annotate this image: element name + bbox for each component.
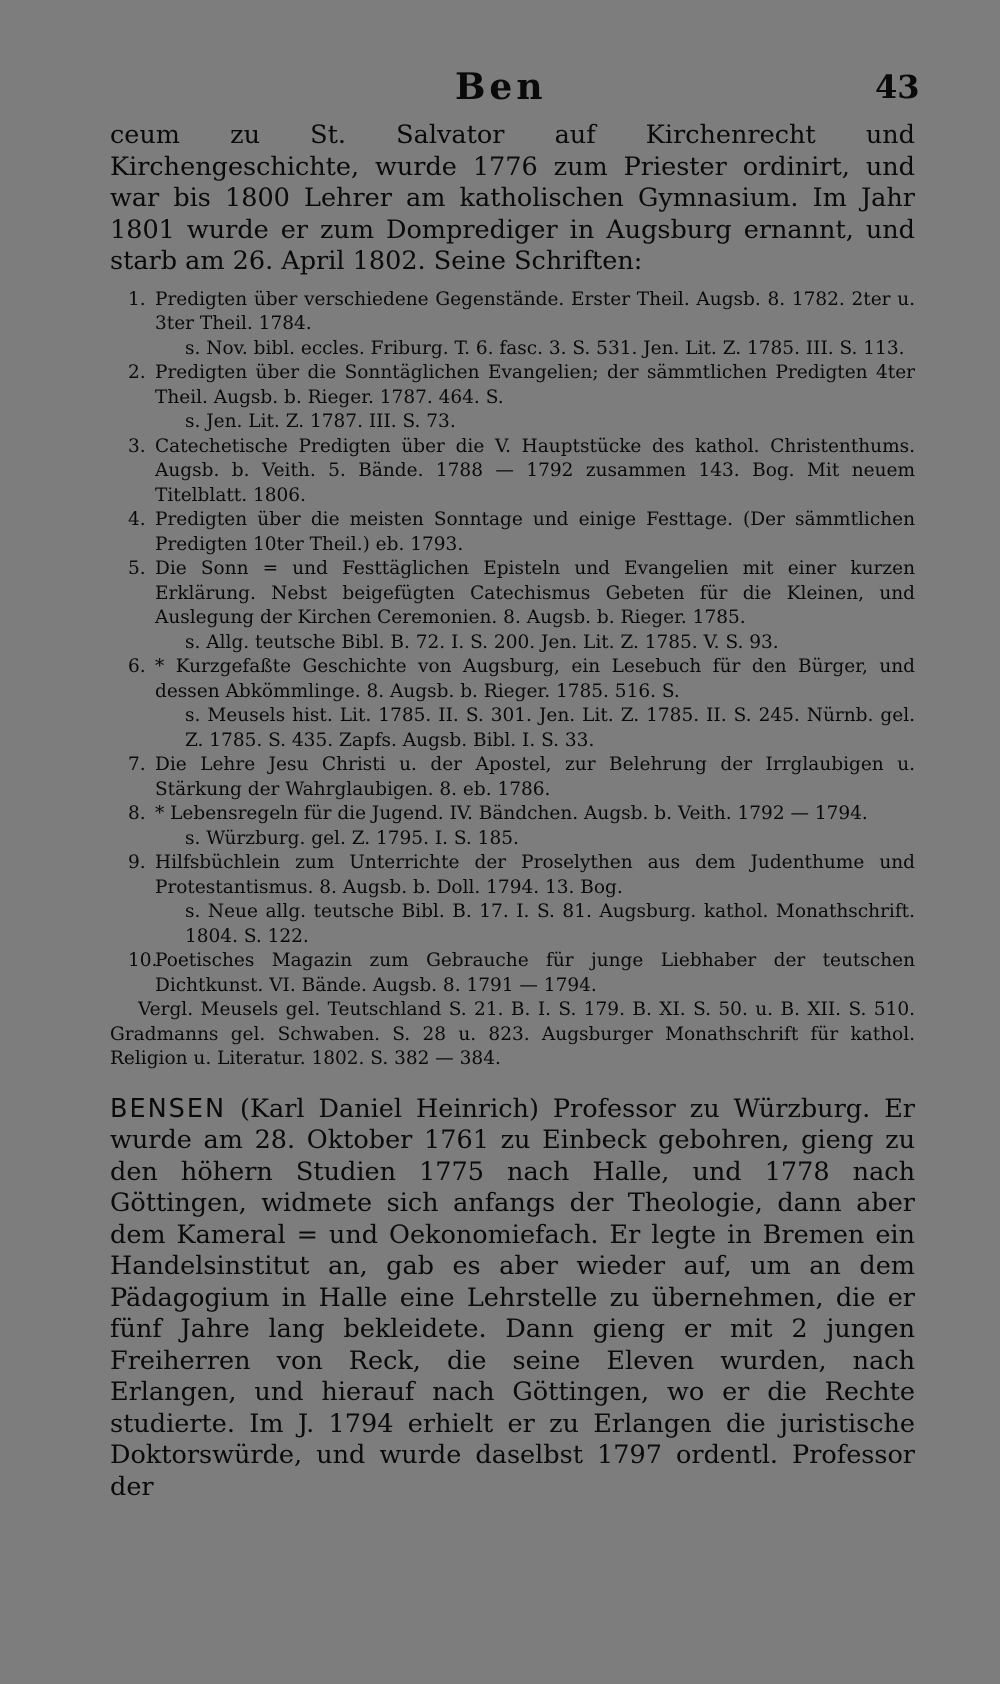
work-number: 9.: [128, 852, 146, 873]
bensen-text: (Karl Daniel Heinrich) Professor zu Würzburg. Er wurde am 28. Oktober 1761 zu Einbeck gebohren, gieng zu den höhern Studien 1775 nach Halle, und 1778 nach Göttingen, widmete sich anfangs der Theologie, dann aber dem Kameral = und Oekonomiefach. Er legte in Bremen ein Handelsinstitut an, gab es aber wieder auf, um an dem Pädagogium in Halle eine Lehrstelle zu übernehmen, die er fünf Jahre lang bekleidete. Dann gieng er mit 2 jungen Freiherren von Reck, die seine Eleven wurden, nach Erlangen, und hierauf nach Göttingen, wo er die Rechte studierte. Im J. 1794 erhielt er zu Erlangen die juristische Doktorswürde, und wurde daselbst 1797 ordentl. Professor der: [110, 1093, 915, 1502]
sources-paragraph: [110, 998, 915, 1072]
sources-text: Vergl. Meusels gel. Teutschland S. 21. B. I. S. 179. B. XI. S. 50. u. B. XII. S. 510. Gradmanns gel. Schwaben. S. 28 u. 823. Augsburger Monathschrift für kathol. Religion u. Literatur. 1802. S. 382 — 384.: [110, 999, 915, 1069]
intro-paragraph: [110, 120, 915, 278]
bensen-paragraph: [110, 1094, 915, 1504]
work-item: [110, 508, 915, 557]
work-number: 4.: [128, 509, 146, 530]
work-number: 2.: [128, 362, 146, 383]
work-number: 6.: [128, 656, 146, 677]
work-text: Die Sonn = und Festtäglichen Episteln und Evangelien mit einer kurzen Erklärung. Nebst beigefügten Catechismus Gebeten für die Kleinen, und Auslegung der Kirchen Ceremonien. 8. Augsb. b. Rieger. 1785.: [155, 558, 915, 628]
work-text: Hilfsbüchlein zum Unterrichte der Proselythen aus dem Judenthume und Protestantismus. 8. Augsb. b. Doll. 1794. 13. Bog.: [155, 852, 915, 898]
running-head: Ben: [455, 66, 547, 108]
work-text: Catechetische Predigten über die V. Hauptstücke des kathol. Christenthums. Augsb. b. Veith. 5. Bände. 1788 — 1792 zusammen 143. Bog. Mit neuem Titelblatt. 1806.: [155, 435, 915, 506]
works-list: [110, 288, 915, 999]
work-number: 3.: [128, 435, 146, 457]
work-item: [110, 435, 915, 509]
work-text: Predigten über die meisten Sonntage und einige Festtage. (Der sämmtlichen Predigten 10ter Theil.) eb. 1793.: [155, 509, 915, 555]
work-item: [110, 753, 915, 802]
work-text: Poetisches Magazin zum Gebrauche für junge Liebhaber der teutschen Dichtkunst. VI. Bände. Augsb. 8. 1791 — 1794.: [155, 950, 915, 996]
work-number: 7.: [128, 754, 146, 775]
work-text: * Lebensregeln für die Jugend. IV. Bändchen. Augsb. b. Veith. 1792 — 1794.: [155, 803, 868, 824]
work-item: [110, 288, 915, 362]
work-reference: s. Meusels hist. Lit. 1785. II. S. 301. Jen. Lit. Z. 1785. II. S. 245. Nürnb. gel. Z. 1785. S. 435. Zapfs. Augsb. Bibl. I. S. 33.: [185, 705, 915, 751]
work-text: Die Lehre Jesu Christi u. der Apostel, zur Belehrung der Irrglaubigen u. Stärkung der Wahrglaubigen. 8. eb. 1786.: [155, 754, 915, 800]
work-reference: s. Neue allg. teutsche Bibl. B. 17. I. S. 81. Augsburg. kathol. Monathschrift. 1804. S. 122.: [185, 901, 915, 947]
page-header: [0, 66, 1000, 116]
work-reference: s. Jen. Lit. Z. 1787. III. S. 73.: [185, 411, 456, 432]
page-body: [110, 120, 915, 1503]
bensen-name: BENSEN: [110, 1093, 227, 1124]
page-number: 43: [875, 68, 920, 106]
work-text: Predigten über verschiedene Gegenstände. Erster Theil. Augsb. 8. 1782. 2ter u. 3ter Theil. 1784.: [155, 288, 915, 334]
work-item: [110, 949, 915, 998]
work-number: 8.: [128, 803, 146, 824]
bensen-entry: [110, 1094, 915, 1504]
work-text: Predigten über die Sonntäglichen Evangelien; der sämmtlichen Predigten 4ter Theil. Augsb. b. Rieger. 1787. 464. S.: [155, 362, 915, 408]
work-item: [110, 655, 915, 753]
intro-text: ceum zu St. Salvator auf Kirchenrecht und Kirchengeschichte, wurde 1776 zum Priester ordinirt, und war bis 1800 Lehrer am katholischen Gymnasium. Im Jahr 1801 wurde er zum Domprediger in Augsburg ernannt, und starb am 26. April 1802. Seine Schriften:: [110, 120, 915, 276]
work-item: [110, 361, 915, 435]
work-reference: s. Würzburg. gel. Z. 1795. I. S. 185.: [185, 827, 519, 849]
work-item: [110, 851, 915, 949]
work-number: 10.: [128, 950, 158, 971]
work-reference: s. Nov. bibl. eccles. Friburg. T. 6. fasc. 3. S. 531. Jen. Lit. Z. 1785. III. S. 113.: [185, 337, 905, 359]
work-number: 1.: [128, 288, 146, 310]
work-item: [110, 557, 915, 655]
work-text: * Kurzgefaßte Geschichte von Augsburg, ein Lesebuch für den Bürger, und dessen Abkömmlinge. 8. Augsb. b. Rieger. 1785. 516. S.: [155, 656, 915, 702]
work-number: 5.: [128, 558, 146, 579]
work-item: [110, 802, 915, 851]
work-reference: s. Allg. teutsche Bibl. B. 72. I. S. 200. Jen. Lit. Z. 1785. V. S. 93.: [185, 631, 779, 653]
